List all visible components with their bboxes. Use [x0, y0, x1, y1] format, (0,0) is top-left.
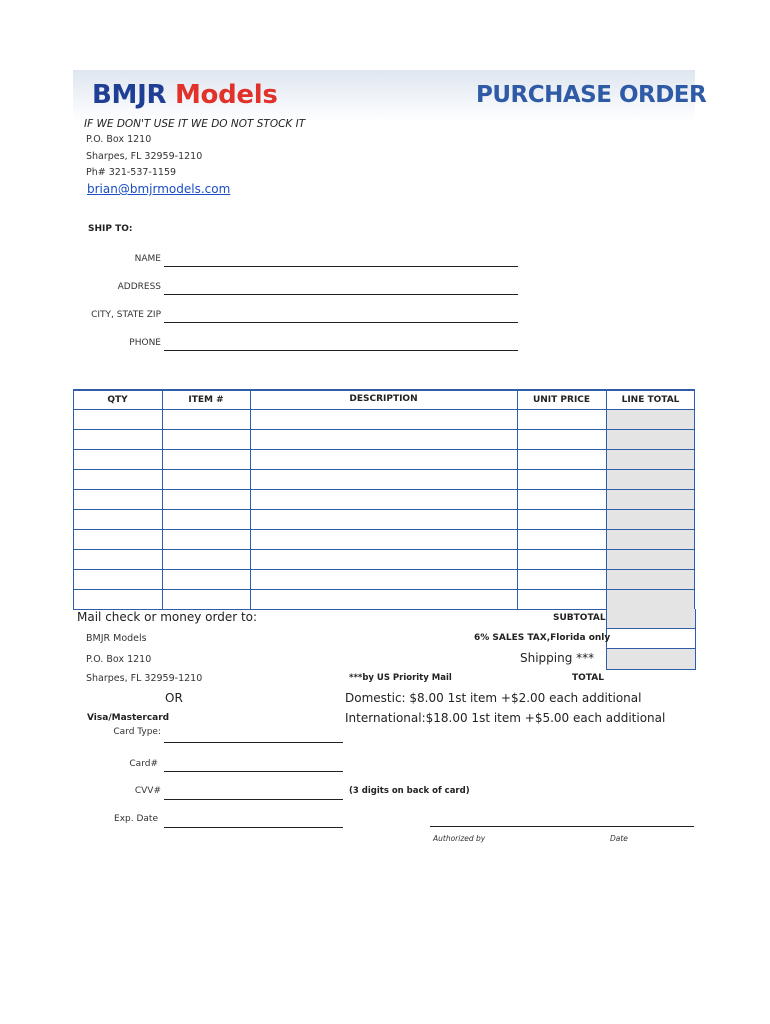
row-line [73, 489, 695, 490]
company-email-link[interactable]: brian@bmjrmodels.com [87, 182, 231, 196]
shipping-shade [607, 649, 695, 669]
date-label: Date [610, 834, 628, 843]
company-logo [92, 80, 278, 110]
company-po-box: P.O. Box 1210 [86, 134, 152, 145]
header-qty: QTY [107, 395, 128, 405]
card-heading: Visa/Mastercard [87, 713, 170, 723]
ship-city-field[interactable] [164, 322, 518, 323]
signature-line[interactable] [430, 826, 694, 827]
authorized-by-label: Authorized by [433, 834, 486, 843]
domestic-shipping-info: Domestic: $8.00 1st item +$2.00 each additional [345, 691, 642, 705]
ship-city-label: CITY, STATE ZIP [91, 310, 161, 320]
priority-mail-note: ***by US Priority Mail [349, 673, 452, 683]
logo-part1: BMJR [92, 80, 167, 110]
totals-box [606, 609, 696, 670]
or-label: OR [165, 691, 183, 705]
card-number-label: Card# [129, 759, 158, 769]
international-shipping-info: International:$18.00 1st item +$5.00 each additional [345, 711, 666, 725]
card-number-field[interactable] [164, 771, 343, 772]
header-description: DESCRIPTION [349, 394, 418, 404]
company-city: Sharpes, FL 32959-1210 [86, 151, 203, 162]
subtotal-shade [607, 609, 695, 628]
row-line [73, 509, 695, 510]
exp-date-field[interactable] [164, 827, 343, 828]
ship-phone-field[interactable] [164, 350, 518, 351]
mail-to-city: Sharpes, FL 32959-1210 [86, 673, 203, 684]
table-header-border [73, 409, 695, 410]
header-item: ITEM # [188, 395, 224, 405]
col-line [250, 389, 251, 609]
cvv-field[interactable] [164, 799, 343, 800]
ship-address-field[interactable] [164, 294, 518, 295]
ship-phone-label: PHONE [129, 338, 161, 348]
totals-line [607, 628, 695, 629]
order-table [73, 389, 695, 609]
table-top-border [73, 389, 695, 391]
ship-name-label: NAME [134, 254, 161, 264]
row-line [73, 569, 695, 570]
row-line [73, 529, 695, 530]
mail-to-po-box: P.O. Box 1210 [86, 654, 152, 665]
shipping-label: Shipping *** [520, 651, 595, 665]
row-line [73, 469, 695, 470]
cvv-note: (3 digits on back of card) [349, 786, 470, 796]
row-line [73, 589, 695, 590]
ship-address-label: ADDRESS [117, 282, 161, 292]
exp-date-label: Exp. Date [114, 814, 158, 824]
ship-to-heading: SHIP TO: [88, 224, 133, 234]
col-line [517, 389, 518, 609]
ship-name-field[interactable] [164, 266, 518, 267]
logo-part2: Models [174, 80, 278, 110]
row-line [73, 549, 695, 550]
document-title: PURCHASE ORDER [476, 82, 707, 108]
subtotal-label: SUBTOTAL [553, 613, 606, 623]
company-tagline: IF WE DON'T USE IT WE DO NOT STOCK IT [84, 118, 306, 130]
row-line [73, 429, 695, 430]
company-phone: Ph# 321-537-1159 [86, 167, 177, 178]
col-line [73, 389, 74, 609]
total-label: TOTAL [572, 673, 604, 683]
mail-to-name: BMJR Models [86, 633, 147, 644]
col-line [162, 389, 163, 609]
card-type-field[interactable] [164, 742, 343, 743]
header-unit-price: UNIT PRICE [532, 395, 591, 405]
tax-label: 6% SALES TAX,Florida only [474, 633, 611, 643]
mail-to-heading: Mail check or money order to: [77, 610, 258, 624]
row-line [73, 449, 695, 450]
header-line-total: LINE TOTAL [621, 395, 680, 405]
col-line [606, 389, 607, 609]
card-type-label: Card Type: [113, 727, 161, 737]
col-line [694, 389, 695, 609]
cvv-label: CVV# [134, 786, 161, 796]
